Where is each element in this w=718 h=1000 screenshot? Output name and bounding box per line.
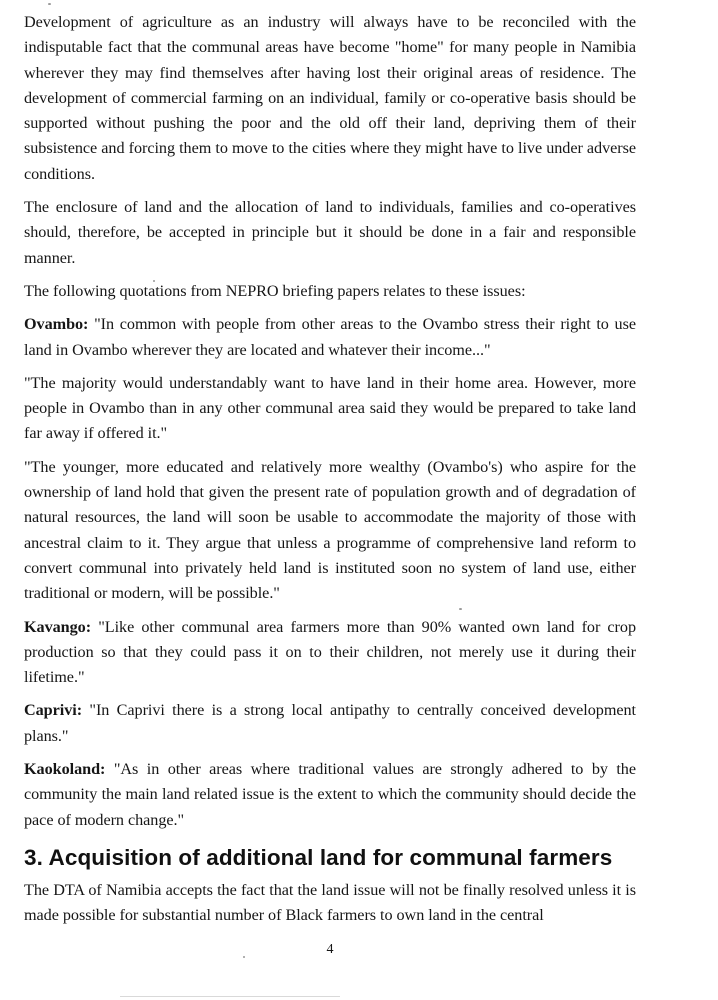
ovambo-label: Ovambo:	[24, 315, 89, 334]
kaokoland-label: Kaokoland:	[24, 760, 106, 779]
paragraph-ovambo-quote	[24, 312, 636, 363]
ovambo-quote-text: "In common with people from other areas to the Ovambo stress their right to use land in Ovambo wherever they are located and whatever their income..."	[24, 315, 636, 359]
paragraph-development-agriculture: Development of agriculture as an industry will always have to be reconciled with the indisputable fact that the communal areas have become "home" for many people in Namibia wherever they may find themselves after having lost their original areas of residence. The development of commercial farming on an individual, family or co-operative basis should be supported without pushing the poor and the old off their land, depriving them of their subsistence and forcing them to move to the cities where they might have to live under adverse conditions.	[24, 13, 636, 183]
paragraph-caprivi-quote	[24, 698, 636, 749]
kavango-label: Kavango:	[24, 617, 92, 636]
text-column	[24, 10, 636, 937]
caprivi-quote-text: "In Caprivi there is a strong local antipathy to centrally conceived development plans."	[24, 701, 636, 745]
scan-speck	[153, 280, 155, 282]
kavango-quote-text: "Like other communal area farmers more than 90% wanted own land for crop production so that they could pass it on to their children, not merely use it during their lifetime."	[24, 617, 636, 687]
paragraph-majority-quote: "The majority would understandably want to have land in their home area. However, more people in Ovambo than in any other communal area said they would be prepared to take land far away if offered it."	[24, 373, 636, 443]
paragraph-dta-land-issue: The DTA of Namibia accepts the fact that the land issue will not be finally resolved unless it is made possible for substantial number of Black farmers to own land in the central	[24, 880, 636, 925]
scan-artifact-line	[120, 996, 340, 997]
paragraph-younger-educated-quote: "The younger, more educated and relatively more wealthy (Ovambo's) who aspire for the ownership of land hold that given the present rate of population growth and of degradation of natural resources, the land will soon be usable to accommodate the majority of those with ancestral claim to it. They argue that unless a programme of comprehensive land reform to convert communal into privately held land is instituted soon no system of land use, either traditional or modern, will be possible."	[24, 457, 636, 603]
paragraph-kaokoland-quote	[24, 757, 636, 833]
paragraph-nepro-quotations-intro: The following quotations from NEPRO briefing papers relates to these issues:	[24, 281, 526, 300]
kaokoland-quote-text: "As in other areas where traditional values are strongly adhered to by the community the main land related issue is the extent to which the community should decide the pace of modern change."	[24, 760, 636, 829]
scan-speck	[459, 608, 462, 610]
scan-speck	[243, 956, 245, 958]
page-number: 4	[326, 942, 334, 957]
paragraph-enclosure-of-land: The enclosure of land and the allocation of land to individuals, families and co-operatives should, therefore, be accepted in principle but it should be done in a fair and responsible manner.	[24, 198, 636, 267]
paragraph-kavango-quote	[24, 615, 636, 691]
caprivi-label: Caprivi:	[24, 701, 83, 720]
section-heading: 3. Acquisition of additional land for communal farmers	[24, 844, 613, 870]
scan-speck	[48, 3, 51, 5]
